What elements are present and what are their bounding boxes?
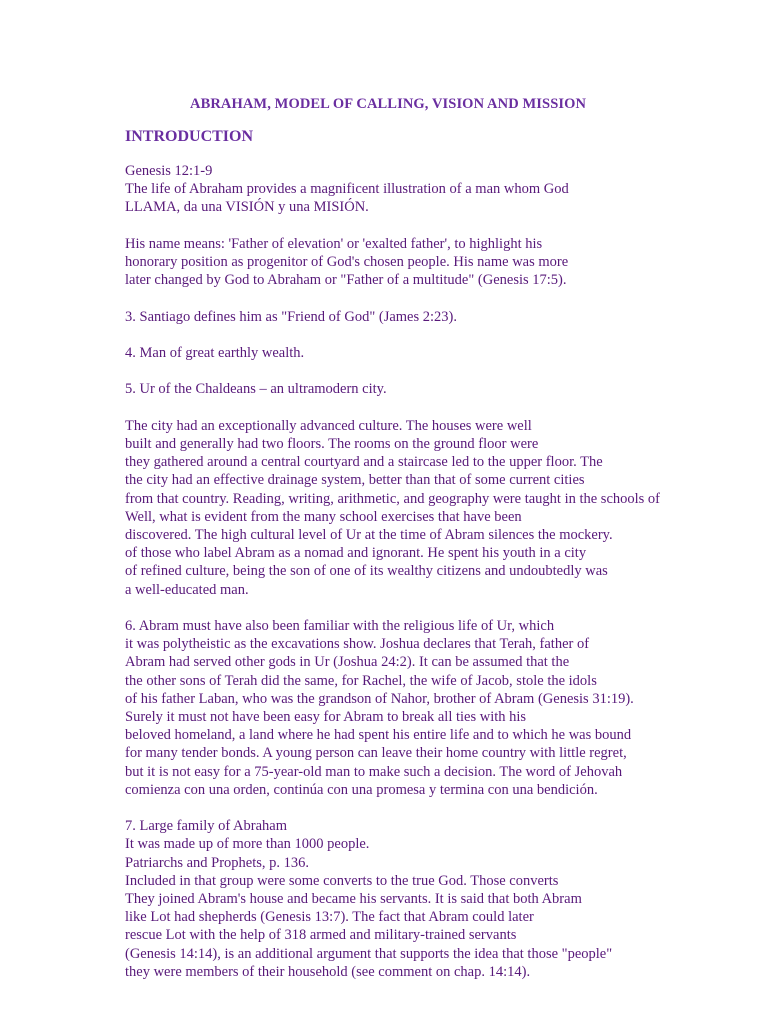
text-line: rescue Lot with the help of 318 armed and military-trained servants bbox=[125, 927, 517, 944]
text-line: discovered. The high cultural level of Ur at the time of Abram silences the mockery. bbox=[125, 526, 613, 543]
paragraph bbox=[125, 344, 755, 362]
text-line: The life of Abraham provides a magnificent illustration of a man whom God bbox=[125, 181, 569, 198]
text-line: the other sons of Terah did the same, for Rachel, the wife of Jacob, stole the idols bbox=[125, 672, 597, 689]
text-line: (Genesis 14:14), is an additional argument that supports the idea that those "people" bbox=[125, 945, 613, 962]
text-line: 7. Large family of Abraham bbox=[125, 818, 287, 835]
paragraph bbox=[125, 417, 755, 599]
text-line: later changed by God to Abraham or "Father of a multitude" (Genesis 17:5). bbox=[125, 272, 567, 289]
text-line: honorary position as progenitor of God's chosen people. His name was more bbox=[125, 254, 569, 270]
text-line: from that country. Reading, writing, arithmetic, and geography were taught in the schools of bbox=[125, 490, 661, 507]
document-title: ABRAHAM, MODEL OF CALLING, VISION AND MISSION bbox=[190, 96, 587, 112]
text-line: 6. Abram must have also been familiar with the religious life of Ur, which bbox=[125, 617, 555, 634]
text-line: 3. Santiago defines him as "Friend of God" (James 2:23). bbox=[125, 308, 457, 325]
text-line: 4. Man of great earthly wealth. bbox=[125, 344, 305, 361]
text-line: built and generally had two floors. The rooms on the ground floor were bbox=[125, 435, 539, 452]
text-line: of refined culture, being the son of one of its wealthy citizens and undoubtedly was bbox=[125, 563, 608, 580]
text-line: Abram had served other gods in Ur (Joshua 24:2). It can be assumed that the bbox=[125, 654, 570, 671]
text-line: but it is not easy for a 75-year-old man to make such a decision. The word of Jehovah bbox=[125, 763, 623, 780]
text-line: comienza con una orden, continúa con una promesa y termina con una bendición. bbox=[125, 781, 598, 798]
paragraph bbox=[125, 162, 755, 217]
text-line: 5. Ur of the Chaldeans – an ultramodern city. bbox=[125, 381, 387, 398]
paragraph bbox=[125, 617, 755, 799]
text-line: of his father Laban, who was the grandson of Nahor, brother of Abram (Genesis 31:19). bbox=[125, 690, 634, 707]
text-line: they gathered around a central courtyard and a staircase led to the upper floor. The bbox=[125, 454, 603, 471]
text-line: it was polytheistic as the excavations show. Joshua declares that Terah, father of bbox=[125, 636, 590, 653]
text-line: His name means: 'Father of elevation' or 'exalted father', to highlight his bbox=[125, 235, 543, 252]
section-heading: INTRODUCTION bbox=[125, 128, 254, 145]
text-line: the city had an effective drainage system, better than that of some current cities bbox=[125, 472, 585, 489]
text-line: they were members of their household (see comment on chap. 14:14). bbox=[125, 963, 531, 980]
paragraph bbox=[125, 308, 755, 326]
text-line: Well, what is evident from the many school exercises that have been bbox=[125, 508, 522, 525]
text-line: Genesis 12:1-9 bbox=[125, 163, 213, 179]
text-line: of those who label Abram as a nomad and ignorant. He spent his youth in a city bbox=[125, 545, 587, 562]
text-line: They joined Abram's house and became his servants. It is said that both Abram bbox=[125, 891, 582, 908]
text-line: Surely it must not have been easy for Abram to break all ties with his bbox=[125, 709, 527, 725]
text-line: Included in that group were some converts to the true God. Those converts bbox=[125, 872, 559, 889]
text-line: The city had an exceptionally advanced culture. The houses were well bbox=[125, 417, 532, 434]
paragraph bbox=[125, 235, 755, 290]
text-line: Patriarchs and Prophets, p. 136. bbox=[125, 854, 310, 871]
text-line: for many tender bonds. A young person can leave their home country with little regret, bbox=[125, 745, 627, 762]
text-line: It was made up of more than 1000 people. bbox=[125, 836, 370, 853]
text-line: beloved homeland, a land where he had spent his entire life and to which he was bound bbox=[125, 727, 632, 744]
text-line: a well-educated man. bbox=[125, 581, 249, 598]
text-line: like Lot had shepherds (Genesis 13:7). The fact that Abram could later bbox=[125, 909, 534, 926]
paragraph bbox=[125, 380, 755, 398]
text-line: LLAMA, da una VISIÓN y una MISIÓN. bbox=[125, 199, 369, 216]
document-body bbox=[125, 162, 755, 999]
paragraph bbox=[125, 817, 755, 981]
